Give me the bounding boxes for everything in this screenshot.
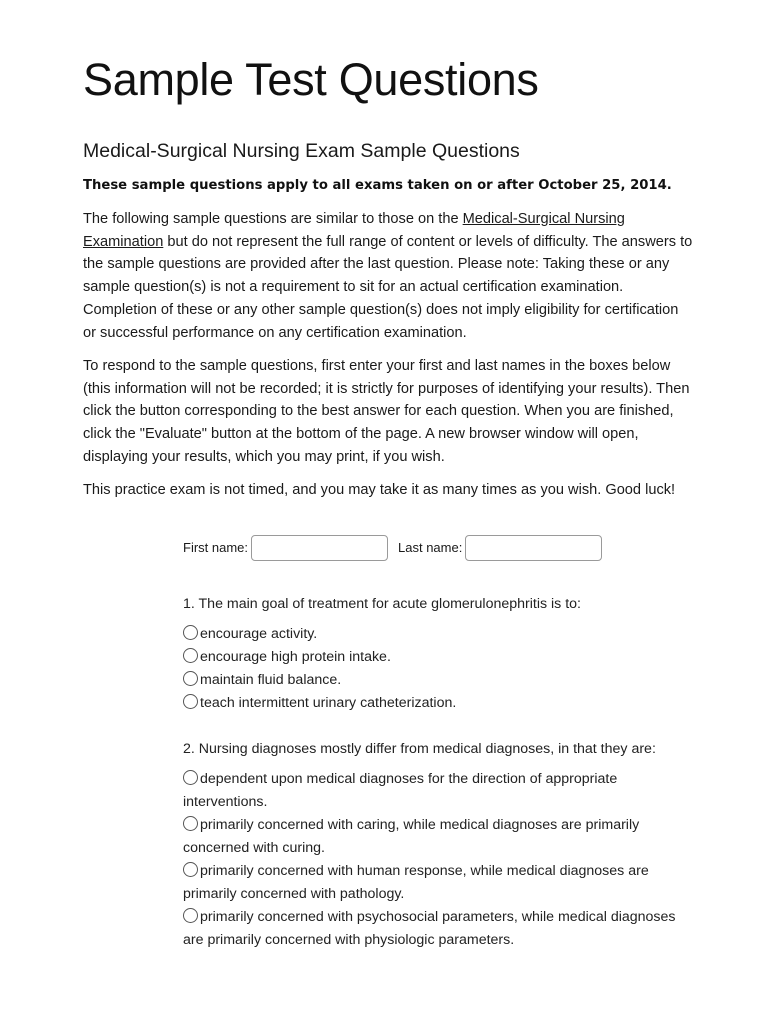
question-2-option-a-label: dependent upon medical diagnoses for the direction of appropriate interventions. xyxy=(183,771,618,810)
question-2-text: 2. Nursing diagnoses mostly differ from medical diagnoses, in that they are: xyxy=(183,741,656,757)
intro-paragraph-1 xyxy=(83,208,693,344)
last-name-input[interactable] xyxy=(465,535,602,561)
question-1-option-d-radio[interactable] xyxy=(183,694,198,709)
intro-paragraph-2: To respond to the sample questions, first enter your first and last names in the boxes below (this information will not be recorded; it is strictly for purposes of identifying your results). Then click the button corresponding to the best answer for each question. When you are finished, click the "Evaluate" button at the bottom of the page. A new browser window will open, displaying your results, which you may print, if you wish. xyxy=(83,358,690,465)
question-1-option-b-label: encourage high protein intake. xyxy=(200,649,391,665)
first-name-label: First name: xyxy=(183,540,249,555)
question-2-option-b-label: primarily concerned with caring, while medical diagnoses are primarily concerned with curing. xyxy=(183,817,640,856)
question-2-option-c-label: primarily concerned with human response, while medical diagnoses are primarily concerned with pathology. xyxy=(183,863,649,902)
question-1-option-d-label: teach intermittent urinary catheterization. xyxy=(200,695,457,711)
last-name-label: Last name: xyxy=(398,540,463,555)
intro-text-1b: but do not represent the full range of content or levels of difficulty. The answers to the sample questions are provided after the last question. Please note: Taking these or any sample question(s) is not a requirement to sit for an actual certification examination. Completion of these or any other sample question(s) does not imply eligibility for certification or successful performance on any certification examination. xyxy=(83,233,693,341)
question-2 xyxy=(183,739,683,952)
question-1-option-c-radio[interactable] xyxy=(183,671,198,686)
question-1-option-a xyxy=(183,623,683,646)
question-1-option-b-radio[interactable] xyxy=(183,648,198,663)
question-1-option-c xyxy=(183,669,683,692)
question-2-option-a xyxy=(183,768,683,814)
question-2-option-c-radio[interactable] xyxy=(183,862,198,877)
question-1 xyxy=(183,594,683,715)
first-name-input[interactable] xyxy=(251,535,388,561)
question-2-option-a-radio[interactable] xyxy=(183,770,198,785)
question-1-option-b xyxy=(183,646,683,669)
question-2-option-d-radio[interactable] xyxy=(183,908,198,923)
intro-text-1a: The following sample questions are similar to those on the xyxy=(83,211,463,227)
question-1-option-a-radio[interactable] xyxy=(183,625,198,640)
question-1-text: 1. The main goal of treatment for acute glomerulonephritis is to: xyxy=(183,596,581,612)
question-2-option-c xyxy=(183,860,683,906)
name-fields xyxy=(183,533,602,562)
question-1-option-a-label: encourage activity. xyxy=(200,626,318,642)
question-2-option-d xyxy=(183,906,683,952)
exam-date-notice: These sample questions apply to all exams taken on or after October 25, 2014. xyxy=(83,178,672,193)
question-2-option-b xyxy=(183,814,683,860)
question-1-option-d xyxy=(183,692,683,715)
intro-paragraph-3: This practice exam is not timed, and you may take it as many times as you wish. Good luck! xyxy=(83,482,676,498)
exam-link[interactable]: Medical-Surgical Nursing Examination xyxy=(83,211,625,250)
question-2-option-b-radio[interactable] xyxy=(183,816,198,831)
question-2-option-d-label: primarily concerned with psychosocial parameters, while medical diagnoses are primarily concerned with physiologic parameters. xyxy=(183,909,676,948)
page-subtitle: Medical-Surgical Nursing Exam Sample Questions xyxy=(83,140,520,162)
question-1-option-c-label: maintain fluid balance. xyxy=(200,672,342,688)
page-title: Sample Test Questions xyxy=(83,54,539,105)
